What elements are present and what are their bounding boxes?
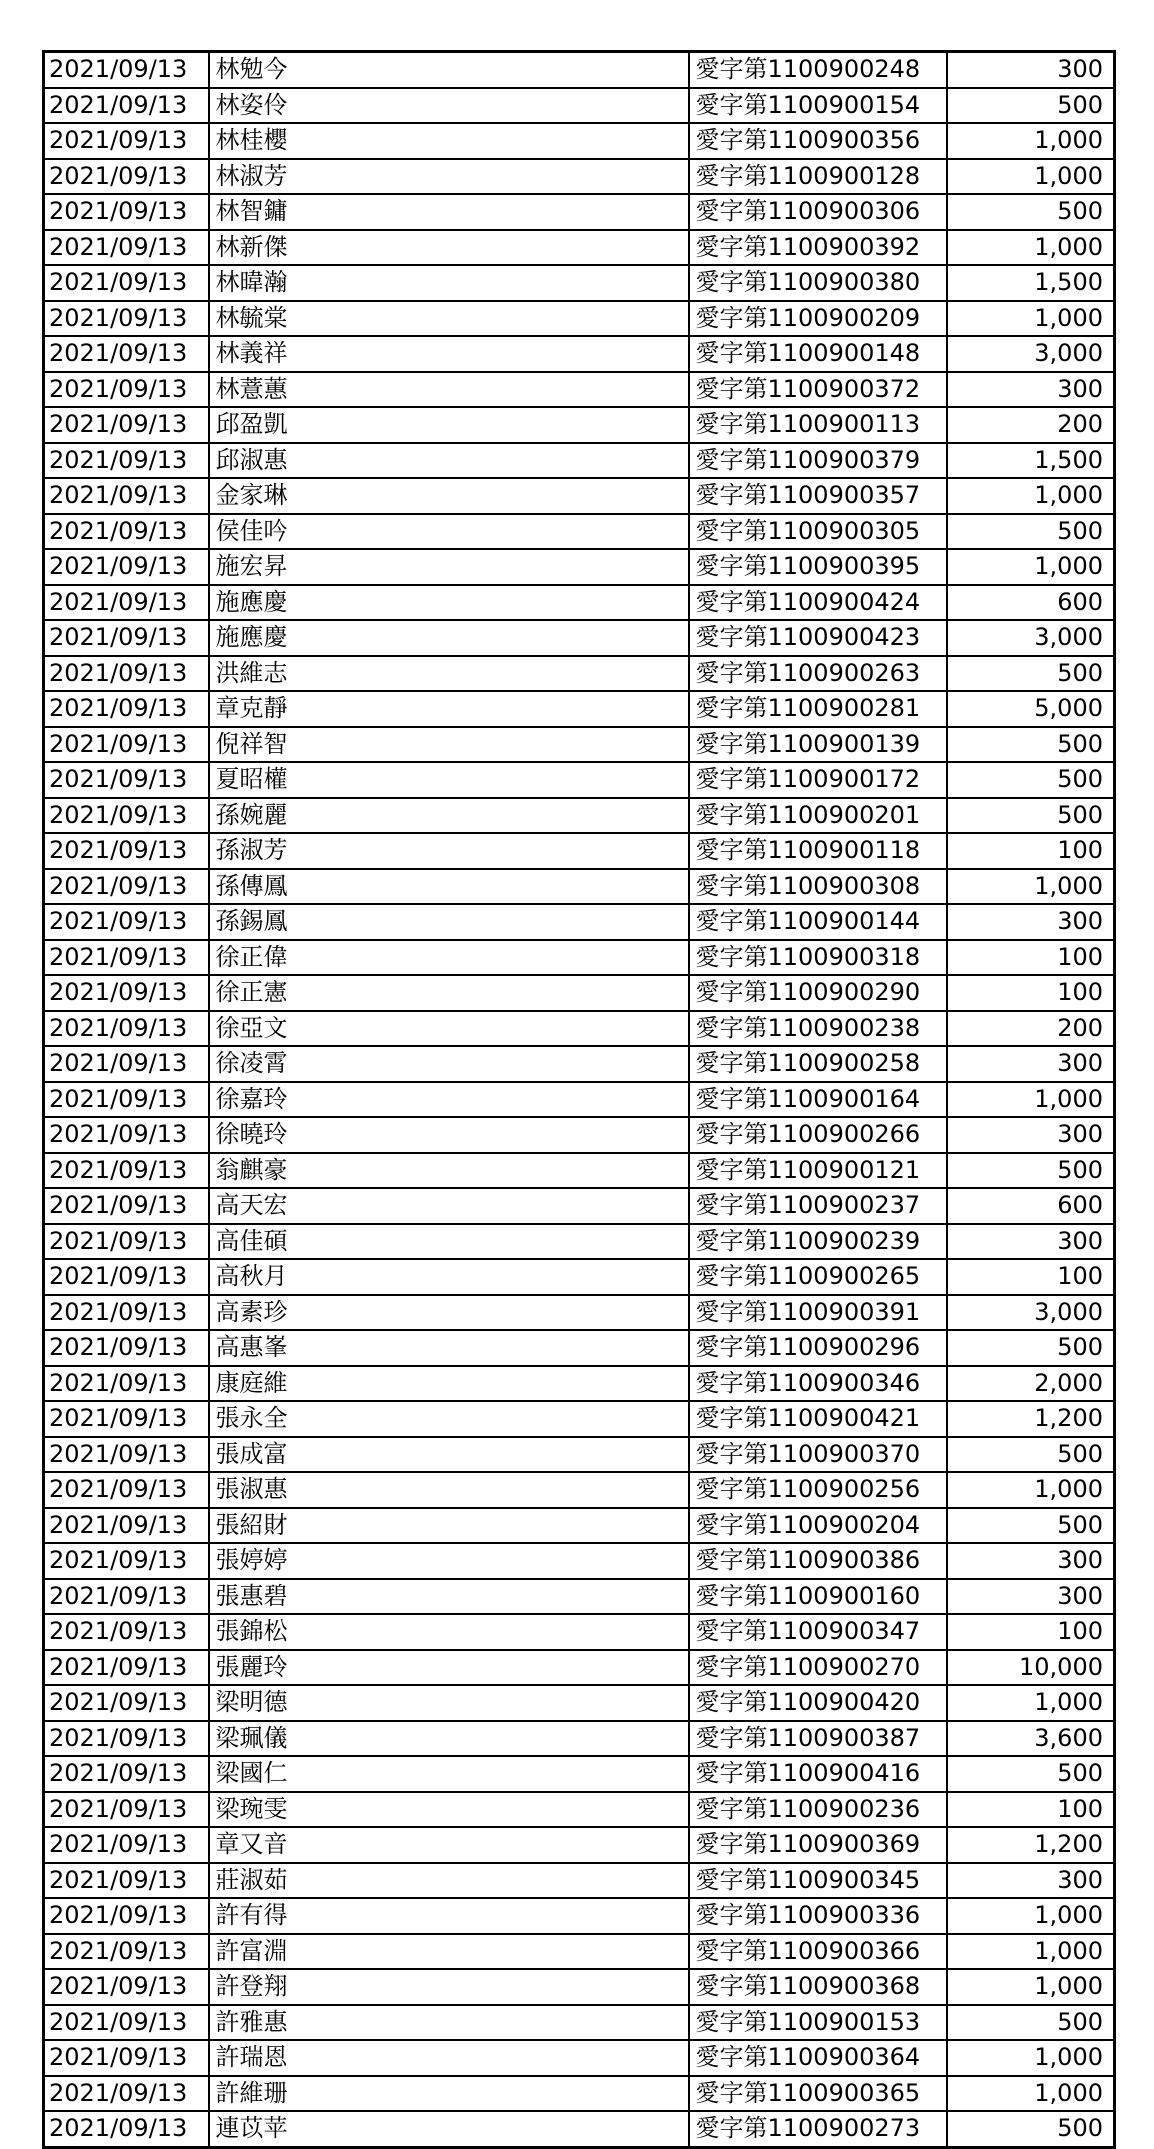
receipt-number-cell: 愛字第1100900366 [689, 1934, 947, 1970]
donation-ledger-table [42, 50, 1116, 2149]
amount-cell: 500 [947, 88, 1115, 124]
table-row [44, 1117, 1115, 1153]
donor-name-cell: 梁珮儀 [209, 1721, 689, 1757]
receipt-number-cell: 愛字第1100900263 [689, 656, 947, 692]
receipt-number-cell: 愛字第1100900364 [689, 2040, 947, 2076]
receipt-number-cell: 愛字第1100900239 [689, 1224, 947, 1260]
amount-cell: 100 [947, 1614, 1115, 1650]
receipt-number-cell: 愛字第1100900209 [689, 301, 947, 337]
receipt-number-cell: 愛字第1100900379 [689, 443, 947, 479]
date-cell: 2021/09/13 [44, 1082, 209, 1118]
table-row [44, 1792, 1115, 1828]
table-row [44, 1437, 1115, 1473]
table-row [44, 372, 1115, 408]
amount-cell: 100 [947, 975, 1115, 1011]
receipt-number-cell: 愛字第1100900128 [689, 159, 947, 195]
amount-cell: 1,000 [947, 1082, 1115, 1118]
amount-cell: 1,200 [947, 1401, 1115, 1437]
amount-cell: 500 [947, 514, 1115, 550]
donor-name-cell: 高惠峯 [209, 1330, 689, 1366]
donor-name-cell: 徐曉玲 [209, 1117, 689, 1153]
table-row [44, 1330, 1115, 1366]
receipt-number-cell: 愛字第1100900236 [689, 1792, 947, 1828]
date-cell: 2021/09/13 [44, 1224, 209, 1260]
table-row [44, 833, 1115, 869]
date-cell: 2021/09/13 [44, 159, 209, 195]
date-cell: 2021/09/13 [44, 88, 209, 124]
date-cell: 2021/09/13 [44, 620, 209, 656]
donor-name-cell: 張永全 [209, 1401, 689, 1437]
donor-name-cell: 林薏蕙 [209, 372, 689, 408]
receipt-number-cell: 愛字第1100900346 [689, 1366, 947, 1402]
amount-cell: 1,000 [947, 301, 1115, 337]
donor-name-cell: 林義祥 [209, 336, 689, 372]
amount-cell: 300 [947, 372, 1115, 408]
receipt-number-cell: 愛字第1100900266 [689, 1117, 947, 1153]
amount-cell: 500 [947, 2005, 1115, 2041]
donor-name-cell: 洪維志 [209, 656, 689, 692]
table-row [44, 1472, 1115, 1508]
receipt-number-cell: 愛字第1100900365 [689, 2076, 947, 2112]
table-row [44, 691, 1115, 727]
amount-cell: 1,000 [947, 1898, 1115, 1934]
donor-name-cell: 孫傳鳳 [209, 869, 689, 905]
table-row [44, 585, 1115, 621]
table-row [44, 336, 1115, 372]
date-cell: 2021/09/13 [44, 478, 209, 514]
amount-cell: 1,200 [947, 1827, 1115, 1863]
date-cell: 2021/09/13 [44, 1117, 209, 1153]
donor-name-cell: 梁明德 [209, 1685, 689, 1721]
amount-cell: 500 [947, 727, 1115, 763]
amount-cell: 1,000 [947, 159, 1115, 195]
donor-name-cell: 倪祥智 [209, 727, 689, 763]
table-row [44, 975, 1115, 1011]
amount-cell: 1,000 [947, 1472, 1115, 1508]
donor-name-cell: 張惠碧 [209, 1579, 689, 1615]
donor-name-cell: 侯佳吟 [209, 514, 689, 550]
amount-cell: 600 [947, 585, 1115, 621]
receipt-number-cell: 愛字第1100900345 [689, 1863, 947, 1899]
date-cell: 2021/09/13 [44, 691, 209, 727]
donor-name-cell: 許有得 [209, 1898, 689, 1934]
table-row [44, 1543, 1115, 1579]
date-cell: 2021/09/13 [44, 123, 209, 159]
donor-name-cell: 張紹財 [209, 1508, 689, 1544]
amount-cell: 3,000 [947, 1295, 1115, 1331]
donor-name-cell: 邱盈凱 [209, 407, 689, 443]
amount-cell: 500 [947, 2111, 1115, 2147]
amount-cell: 1,500 [947, 443, 1115, 479]
amount-cell: 2,000 [947, 1366, 1115, 1402]
table-row [44, 1827, 1115, 1863]
date-cell: 2021/09/13 [44, 514, 209, 550]
table-row [44, 1721, 1115, 1757]
amount-cell: 3,600 [947, 1721, 1115, 1757]
date-cell: 2021/09/13 [44, 1330, 209, 1366]
receipt-number-cell: 愛字第1100900424 [689, 585, 947, 621]
receipt-number-cell: 愛字第1100900318 [689, 940, 947, 976]
receipt-number-cell: 愛字第1100900421 [689, 1401, 947, 1437]
receipt-number-cell: 愛字第1100900308 [689, 869, 947, 905]
amount-cell: 500 [947, 1508, 1115, 1544]
receipt-number-cell: 愛字第1100900121 [689, 1153, 947, 1189]
receipt-number-cell: 愛字第1100900347 [689, 1614, 947, 1650]
receipt-number-cell: 愛字第1100900296 [689, 1330, 947, 1366]
receipt-number-cell: 愛字第1100900265 [689, 1259, 947, 1295]
donor-name-cell: 康庭維 [209, 1366, 689, 1402]
table-row [44, 1011, 1115, 1047]
table-row [44, 1969, 1115, 2005]
table-row [44, 869, 1115, 905]
amount-cell: 300 [947, 1224, 1115, 1260]
ledger-body [44, 52, 1115, 2148]
amount-cell: 600 [947, 1188, 1115, 1224]
donor-name-cell: 施應慶 [209, 585, 689, 621]
date-cell: 2021/09/13 [44, 1614, 209, 1650]
table-row [44, 1295, 1115, 1331]
table-row [44, 2040, 1115, 2076]
table-row [44, 1898, 1115, 1934]
table-row [44, 1188, 1115, 1224]
amount-cell: 500 [947, 194, 1115, 230]
donor-name-cell: 邱淑惠 [209, 443, 689, 479]
receipt-number-cell: 愛字第1100900237 [689, 1188, 947, 1224]
donor-name-cell: 林勉今 [209, 52, 689, 88]
amount-cell: 3,000 [947, 620, 1115, 656]
date-cell: 2021/09/13 [44, 1685, 209, 1721]
table-row [44, 762, 1115, 798]
date-cell: 2021/09/13 [44, 869, 209, 905]
receipt-number-cell: 愛字第1100900392 [689, 230, 947, 266]
receipt-number-cell: 愛字第1100900238 [689, 1011, 947, 1047]
donor-name-cell: 張婷婷 [209, 1543, 689, 1579]
receipt-number-cell: 愛字第1100900201 [689, 798, 947, 834]
date-cell: 2021/09/13 [44, 798, 209, 834]
receipt-number-cell: 愛字第1100900380 [689, 265, 947, 301]
date-cell: 2021/09/13 [44, 762, 209, 798]
amount-cell: 1,000 [947, 869, 1115, 905]
receipt-number-cell: 愛字第1100900164 [689, 1082, 947, 1118]
donor-name-cell: 徐凌霄 [209, 1046, 689, 1082]
donor-name-cell: 林毓棠 [209, 301, 689, 337]
amount-cell: 300 [947, 52, 1115, 88]
donor-name-cell: 張淑惠 [209, 1472, 689, 1508]
date-cell: 2021/09/13 [44, 301, 209, 337]
date-cell: 2021/09/13 [44, 904, 209, 940]
table-row [44, 940, 1115, 976]
donor-name-cell: 徐亞文 [209, 1011, 689, 1047]
amount-cell: 5,000 [947, 691, 1115, 727]
date-cell: 2021/09/13 [44, 1863, 209, 1899]
receipt-number-cell: 愛字第1100900387 [689, 1721, 947, 1757]
donor-name-cell: 林桂櫻 [209, 123, 689, 159]
amount-cell: 300 [947, 904, 1115, 940]
table-row [44, 620, 1115, 656]
date-cell: 2021/09/13 [44, 1934, 209, 1970]
table-row [44, 1401, 1115, 1437]
date-cell: 2021/09/13 [44, 2076, 209, 2112]
receipt-number-cell: 愛字第1100900305 [689, 514, 947, 550]
date-cell: 2021/09/13 [44, 585, 209, 621]
amount-cell: 300 [947, 1863, 1115, 1899]
table-row [44, 1685, 1115, 1721]
receipt-number-cell: 愛字第1100900306 [689, 194, 947, 230]
table-row [44, 1756, 1115, 1792]
table-row [44, 123, 1115, 159]
amount-cell: 1,000 [947, 230, 1115, 266]
amount-cell: 500 [947, 1756, 1115, 1792]
donor-name-cell: 高秋月 [209, 1259, 689, 1295]
donor-name-cell: 金家琳 [209, 478, 689, 514]
table-row [44, 549, 1115, 585]
receipt-number-cell: 愛字第1100900144 [689, 904, 947, 940]
receipt-number-cell: 愛字第1100900356 [689, 123, 947, 159]
receipt-number-cell: 愛字第1100900420 [689, 1685, 947, 1721]
amount-cell: 1,000 [947, 1685, 1115, 1721]
table-row [44, 407, 1115, 443]
receipt-number-cell: 愛字第1100900391 [689, 1295, 947, 1331]
table-row [44, 1650, 1115, 1686]
table-row [44, 265, 1115, 301]
date-cell: 2021/09/13 [44, 975, 209, 1011]
amount-cell: 1,000 [947, 123, 1115, 159]
table-row [44, 230, 1115, 266]
amount-cell: 1,000 [947, 549, 1115, 585]
donor-name-cell: 張錦松 [209, 1614, 689, 1650]
date-cell: 2021/09/13 [44, 2040, 209, 2076]
table-row [44, 1259, 1115, 1295]
receipt-number-cell: 愛字第1100900368 [689, 1969, 947, 2005]
table-row [44, 443, 1115, 479]
date-cell: 2021/09/13 [44, 265, 209, 301]
table-row [44, 1366, 1115, 1402]
donor-name-cell: 施宏昇 [209, 549, 689, 585]
amount-cell: 300 [947, 1543, 1115, 1579]
date-cell: 2021/09/13 [44, 372, 209, 408]
table-row [44, 727, 1115, 763]
donor-name-cell: 林姿伶 [209, 88, 689, 124]
table-row [44, 2005, 1115, 2041]
donor-name-cell: 高佳碩 [209, 1224, 689, 1260]
receipt-number-cell: 愛字第1100900113 [689, 407, 947, 443]
donor-name-cell: 張成富 [209, 1437, 689, 1473]
amount-cell: 1,500 [947, 265, 1115, 301]
date-cell: 2021/09/13 [44, 1827, 209, 1863]
receipt-number-cell: 愛字第1100900336 [689, 1898, 947, 1934]
table-row [44, 656, 1115, 692]
date-cell: 2021/09/13 [44, 1721, 209, 1757]
amount-cell: 100 [947, 940, 1115, 976]
donor-name-cell: 徐正偉 [209, 940, 689, 976]
date-cell: 2021/09/13 [44, 1437, 209, 1473]
amount-cell: 500 [947, 762, 1115, 798]
receipt-number-cell: 愛字第1100900357 [689, 478, 947, 514]
donor-name-cell: 許瑞恩 [209, 2040, 689, 2076]
date-cell: 2021/09/13 [44, 1898, 209, 1934]
table-row [44, 1614, 1115, 1650]
receipt-number-cell: 愛字第1100900386 [689, 1543, 947, 1579]
amount-cell: 1,000 [947, 478, 1115, 514]
receipt-number-cell: 愛字第1100900154 [689, 88, 947, 124]
date-cell: 2021/09/13 [44, 194, 209, 230]
donor-name-cell: 高天宏 [209, 1188, 689, 1224]
amount-cell: 200 [947, 1011, 1115, 1047]
donor-name-cell: 梁國仁 [209, 1756, 689, 1792]
amount-cell: 100 [947, 1792, 1115, 1828]
table-row [44, 1046, 1115, 1082]
receipt-number-cell: 愛字第1100900160 [689, 1579, 947, 1615]
receipt-number-cell: 愛字第1100900118 [689, 833, 947, 869]
date-cell: 2021/09/13 [44, 230, 209, 266]
donor-name-cell: 章克靜 [209, 691, 689, 727]
amount-cell: 100 [947, 833, 1115, 869]
receipt-number-cell: 愛字第1100900370 [689, 1437, 947, 1473]
amount-cell: 500 [947, 1437, 1115, 1473]
date-cell: 2021/09/13 [44, 1756, 209, 1792]
amount-cell: 500 [947, 656, 1115, 692]
donor-name-cell: 張麗玲 [209, 1650, 689, 1686]
date-cell: 2021/09/13 [44, 2005, 209, 2041]
receipt-number-cell: 愛字第1100900248 [689, 52, 947, 88]
receipt-number-cell: 愛字第1100900153 [689, 2005, 947, 2041]
amount-cell: 500 [947, 798, 1115, 834]
amount-cell: 3,000 [947, 336, 1115, 372]
date-cell: 2021/09/13 [44, 1188, 209, 1224]
table-row [44, 1863, 1115, 1899]
table-row [44, 88, 1115, 124]
table-row [44, 1082, 1115, 1118]
donor-name-cell: 翁麒豪 [209, 1153, 689, 1189]
receipt-number-cell: 愛字第1100900372 [689, 372, 947, 408]
date-cell: 2021/09/13 [44, 656, 209, 692]
date-cell: 2021/09/13 [44, 1508, 209, 1544]
amount-cell: 1,000 [947, 1969, 1115, 2005]
table-row [44, 301, 1115, 337]
receipt-number-cell: 愛字第1100900258 [689, 1046, 947, 1082]
amount-cell: 300 [947, 1117, 1115, 1153]
receipt-number-cell: 愛字第1100900204 [689, 1508, 947, 1544]
table-row [44, 194, 1115, 230]
receipt-number-cell: 愛字第1100900256 [689, 1472, 947, 1508]
donor-name-cell: 許富淵 [209, 1934, 689, 1970]
table-row [44, 478, 1115, 514]
date-cell: 2021/09/13 [44, 1969, 209, 2005]
table-row [44, 514, 1115, 550]
table-row [44, 904, 1115, 940]
amount-cell: 1,000 [947, 2040, 1115, 2076]
amount-cell: 100 [947, 1259, 1115, 1295]
donor-name-cell: 林新傑 [209, 230, 689, 266]
date-cell: 2021/09/13 [44, 1011, 209, 1047]
donor-name-cell: 徐正憲 [209, 975, 689, 1011]
receipt-number-cell: 愛字第1100900395 [689, 549, 947, 585]
date-cell: 2021/09/13 [44, 2111, 209, 2147]
donor-name-cell: 徐嘉玲 [209, 1082, 689, 1118]
receipt-number-cell: 愛字第1100900270 [689, 1650, 947, 1686]
table-row [44, 1224, 1115, 1260]
table-row [44, 52, 1115, 88]
donor-name-cell: 許維珊 [209, 2076, 689, 2112]
table-row [44, 2111, 1115, 2147]
receipt-number-cell: 愛字第1100900423 [689, 620, 947, 656]
date-cell: 2021/09/13 [44, 833, 209, 869]
date-cell: 2021/09/13 [44, 1543, 209, 1579]
table-row [44, 159, 1115, 195]
donor-name-cell: 孫錫鳳 [209, 904, 689, 940]
date-cell: 2021/09/13 [44, 1366, 209, 1402]
donor-name-cell: 梁琬雯 [209, 1792, 689, 1828]
amount-cell: 300 [947, 1579, 1115, 1615]
receipt-number-cell: 愛字第1100900172 [689, 762, 947, 798]
donor-name-cell: 林暐瀚 [209, 265, 689, 301]
donor-name-cell: 高素珍 [209, 1295, 689, 1331]
date-cell: 2021/09/13 [44, 1153, 209, 1189]
donor-name-cell: 許登翔 [209, 1969, 689, 2005]
amount-cell: 10,000 [947, 1650, 1115, 1686]
date-cell: 2021/09/13 [44, 1401, 209, 1437]
donor-name-cell: 連苡苹 [209, 2111, 689, 2147]
table-row [44, 798, 1115, 834]
date-cell: 2021/09/13 [44, 1259, 209, 1295]
table-row [44, 2076, 1115, 2112]
amount-cell: 500 [947, 1153, 1115, 1189]
amount-cell: 300 [947, 1046, 1115, 1082]
date-cell: 2021/09/13 [44, 1579, 209, 1615]
receipt-number-cell: 愛字第1100900148 [689, 336, 947, 372]
date-cell: 2021/09/13 [44, 407, 209, 443]
date-cell: 2021/09/13 [44, 1792, 209, 1828]
receipt-number-cell: 愛字第1100900139 [689, 727, 947, 763]
donor-name-cell: 章又音 [209, 1827, 689, 1863]
date-cell: 2021/09/13 [44, 940, 209, 976]
date-cell: 2021/09/13 [44, 727, 209, 763]
receipt-number-cell: 愛字第1100900416 [689, 1756, 947, 1792]
amount-cell: 200 [947, 407, 1115, 443]
table-row [44, 1579, 1115, 1615]
date-cell: 2021/09/13 [44, 52, 209, 88]
donor-name-cell: 許雅惠 [209, 2005, 689, 2041]
donor-name-cell: 孫淑芳 [209, 833, 689, 869]
date-cell: 2021/09/13 [44, 1472, 209, 1508]
donor-name-cell: 孫婉麗 [209, 798, 689, 834]
date-cell: 2021/09/13 [44, 443, 209, 479]
amount-cell: 1,000 [947, 1934, 1115, 1970]
donor-name-cell: 夏昭權 [209, 762, 689, 798]
date-cell: 2021/09/13 [44, 1295, 209, 1331]
donor-name-cell: 林淑芳 [209, 159, 689, 195]
table-row [44, 1934, 1115, 1970]
receipt-number-cell: 愛字第1100900273 [689, 2111, 947, 2147]
donor-name-cell: 林智鏞 [209, 194, 689, 230]
donor-name-cell: 莊淑茹 [209, 1863, 689, 1899]
receipt-number-cell: 愛字第1100900281 [689, 691, 947, 727]
amount-cell: 1,000 [947, 2076, 1115, 2112]
table-row [44, 1508, 1115, 1544]
receipt-number-cell: 愛字第1100900290 [689, 975, 947, 1011]
date-cell: 2021/09/13 [44, 549, 209, 585]
date-cell: 2021/09/13 [44, 1650, 209, 1686]
date-cell: 2021/09/13 [44, 336, 209, 372]
date-cell: 2021/09/13 [44, 1046, 209, 1082]
amount-cell: 500 [947, 1330, 1115, 1366]
receipt-number-cell: 愛字第1100900369 [689, 1827, 947, 1863]
table-row [44, 1153, 1115, 1189]
donor-name-cell: 施應慶 [209, 620, 689, 656]
